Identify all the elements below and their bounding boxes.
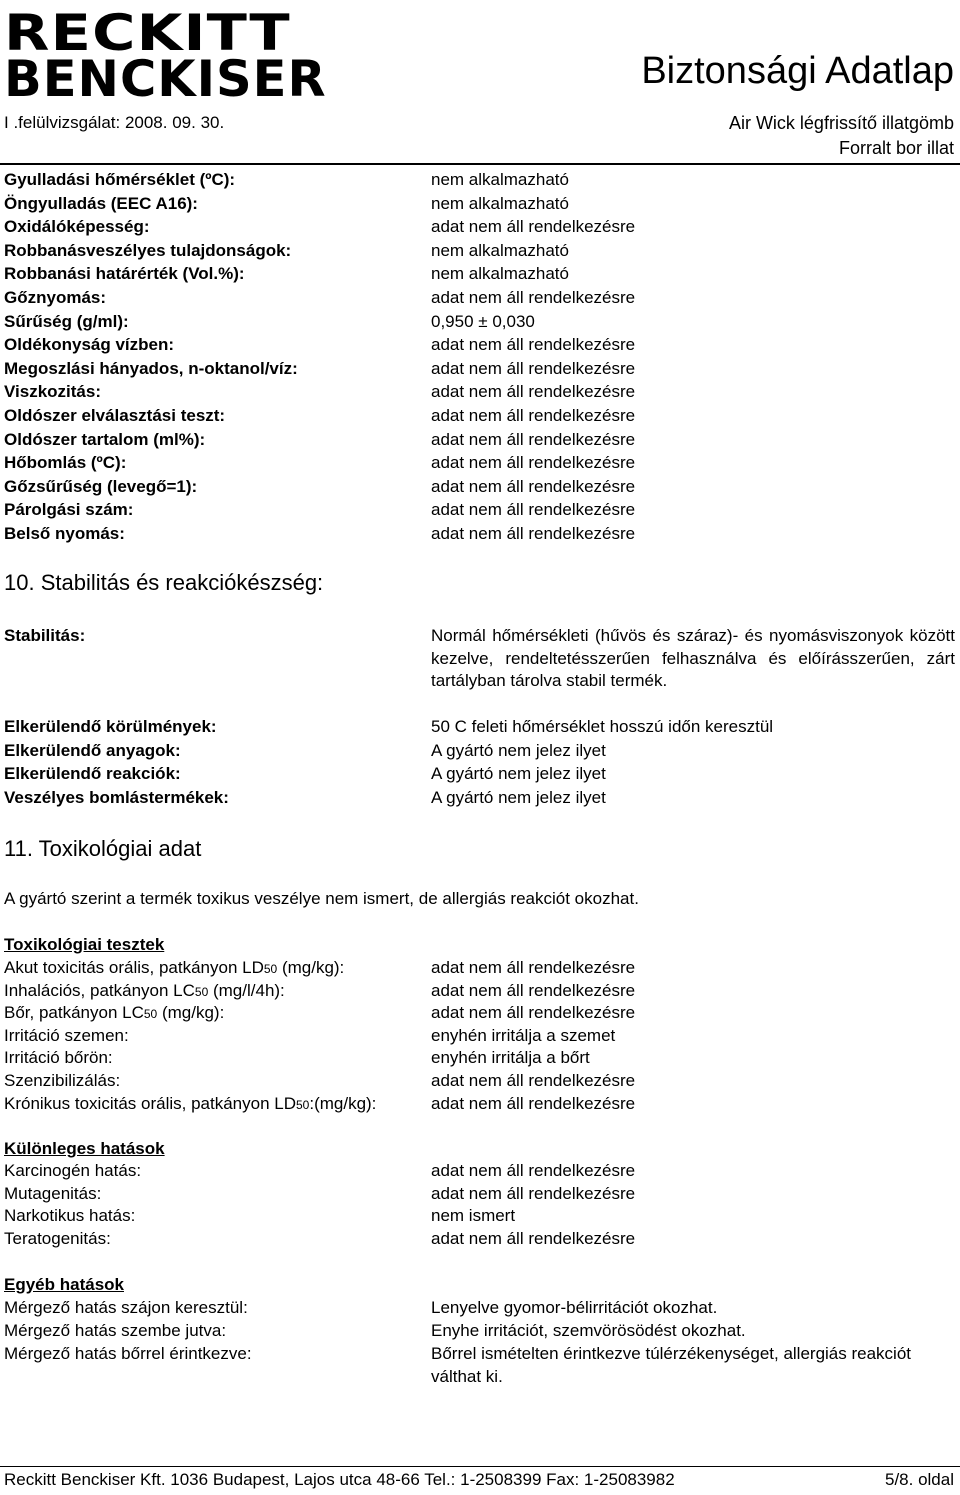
tox-test-row <box>4 981 956 1005</box>
tox-test-label: Bőr, patkányon LC50 (mg/kg): <box>4 1003 225 1022</box>
property-row <box>4 194 956 218</box>
other-effect-value: Lenyelve gyomor-bélirritációt okozhat. <box>431 1298 718 1317</box>
stability-condition-value: 50 C feleti hőmérséklet hosszú időn keresztül <box>431 717 774 736</box>
stability-condition-value: A gyártó nem jelez ilyet <box>431 764 606 784</box>
stability-condition-label: Elkerülendő anyagok: <box>4 740 181 760</box>
stability-condition-label: Elkerülendő körülmények: <box>4 717 217 736</box>
property-row <box>4 359 956 383</box>
tox-test-value: adat nem áll rendelkezésre <box>431 1070 636 1090</box>
property-row <box>4 524 956 548</box>
stability-condition-value: A gyártó nem jelez ilyet <box>431 740 606 760</box>
special-effect-value: adat nem áll rendelkezésre <box>431 1228 636 1248</box>
page-number: 5/8. oldal <box>885 1470 954 1489</box>
special-effect-row <box>4 1206 956 1230</box>
property-value: nem alkalmazható <box>431 240 569 260</box>
property-value: adat nem áll rendelkezésre <box>431 476 636 496</box>
property-label: Megoszlási hányados, n-oktanol/víz: <box>4 358 298 378</box>
property-row <box>4 217 956 241</box>
stability-condition-label: Elkerülendő reakciók: <box>4 764 181 784</box>
property-value: adat nem áll rendelkezésre <box>431 335 636 355</box>
property-value: adat nem áll rendelkezésre <box>431 524 636 543</box>
property-label: Robbanásveszélyes tulajdonságok: <box>4 240 292 260</box>
property-row <box>4 288 956 312</box>
chronic-tox-value: adat nem áll rendelkezésre <box>431 1094 636 1113</box>
product-name: Air Wick légfrissítő illatgömb <box>728 113 954 133</box>
tox-test-label: Akut toxicitás orális, patkányon LD50 (mg/kg): <box>4 958 345 977</box>
company-logo <box>4 4 327 108</box>
tox-test-row <box>4 1026 956 1050</box>
property-row <box>4 382 956 406</box>
property-label: Hőbomlás (ºC): <box>4 453 127 473</box>
property-value: adat nem áll rendelkezésre <box>431 382 636 402</box>
section-11-heading: 11. Toxikológiai adat <box>4 836 202 861</box>
tox-tests-heading: Toxikológiai tesztek <box>4 935 165 954</box>
tox-test-label: Szenzibilizálás: <box>4 1070 121 1090</box>
tox-test-row <box>4 1071 956 1095</box>
stability-label: Stabilitás: <box>4 626 86 645</box>
other-effects-heading: Egyéb hatások <box>4 1275 124 1294</box>
logo-line-2: BENCKISER <box>4 50 327 108</box>
tox-test-value: enyhén irritálja a szemet <box>431 1025 616 1045</box>
tox-test-row <box>4 1003 956 1027</box>
property-row <box>4 312 956 336</box>
property-value: adat nem áll rendelkezésre <box>431 358 636 378</box>
special-effect-row <box>4 1161 956 1185</box>
section-10-heading: 10. Stabilitás és reakciókészség: <box>4 570 324 595</box>
property-value: adat nem áll rendelkezésre <box>431 429 636 449</box>
property-row <box>4 170 956 194</box>
tox-test-label: Irritáció szemen: <box>4 1025 129 1045</box>
special-effect-value: adat nem áll rendelkezésre <box>431 1183 636 1203</box>
special-effect-row <box>4 1229 956 1253</box>
special-effect-label: Karcinogén hatás: <box>4 1161 142 1180</box>
special-effect-value: nem ismert <box>431 1206 516 1225</box>
stability-condition-label: Veszélyes bomlástermékek: <box>4 787 229 807</box>
special-effect-value: adat nem áll rendelkezésre <box>431 1161 636 1180</box>
property-label: Belső nyomás: <box>4 524 125 543</box>
tox-test-value: adat nem áll rendelkezésre <box>431 980 636 1000</box>
property-row <box>4 335 956 359</box>
other-effect-value: Enyhe irritációt, szemvörösödést okozhat. <box>431 1321 746 1340</box>
property-value: nem alkalmazható <box>431 170 569 189</box>
other-effect-label: Mérgező hatás szájon keresztül: <box>4 1298 248 1317</box>
property-label: Oldószer tartalom (ml%): <box>4 429 206 449</box>
property-row <box>4 241 956 265</box>
tox-test-value: adat nem áll rendelkezésre <box>431 1003 636 1022</box>
property-label: Oldószer elválasztási teszt: <box>4 406 226 425</box>
tox-test-label: Irritáció bőrön: <box>4 1048 113 1067</box>
other-effect-row <box>4 1298 956 1322</box>
stability-condition-row <box>4 764 956 788</box>
property-row <box>4 477 956 501</box>
property-value: adat nem áll rendelkezésre <box>431 217 636 237</box>
product-variant: Forralt bor illat <box>838 138 954 158</box>
property-value: 0,950 ± 0,030 <box>431 311 535 331</box>
stability-condition-row <box>4 717 956 741</box>
property-value: adat nem áll rendelkezésre <box>431 288 636 307</box>
special-effect-row <box>4 1184 956 1208</box>
property-label: Öngyulladás (EEC A16): <box>4 193 198 213</box>
special-effect-label: Mutagenitás: <box>4 1183 102 1203</box>
property-label: Sűrűség (g/ml): <box>4 311 129 331</box>
chronic-tox-row <box>4 1094 956 1118</box>
property-label: Párolgási szám: <box>4 500 134 520</box>
logo-line-1: RECKITT <box>4 4 291 62</box>
property-value: adat nem áll rendelkezésre <box>431 500 636 520</box>
property-label: Gyulladási hőmérséklet (ºC): <box>4 170 236 189</box>
property-label: Oxidálóképesség: <box>4 217 150 237</box>
other-effect-row <box>4 1321 956 1345</box>
stability-condition-row <box>4 788 956 812</box>
property-row <box>4 264 956 288</box>
property-label: Gőznyomás: <box>4 288 107 307</box>
property-row <box>4 453 956 477</box>
property-label: Oldékonyság vízben: <box>4 335 175 355</box>
other-effect-label: Mérgező hatás bőrrel érintkezve: <box>4 1344 252 1363</box>
tox-test-value: adat nem áll rendelkezésre <box>431 958 636 977</box>
property-value: nem alkalmazható <box>431 193 569 213</box>
tox-test-label: Inhalációs, patkányon LC50 (mg/l/4h): <box>4 980 285 1000</box>
property-label: Gőzsűrűség (levegő=1): <box>4 476 198 496</box>
special-effect-label: Teratogenitás: <box>4 1228 111 1248</box>
special-effect-label: Narkotikus hatás: <box>4 1206 136 1225</box>
stability-condition-row <box>4 741 956 765</box>
tox-test-row <box>4 958 956 982</box>
footer-divider <box>0 1466 960 1467</box>
property-value: nem alkalmazható <box>431 264 569 284</box>
header-divider <box>0 163 960 165</box>
toxicology-intro: A gyártó szerint a termék toxikus veszélye nem ismert, de allergiás reakciót okozhat. <box>4 889 639 908</box>
revision-date: I .felülvizsgálat: 2008. 09. 30. <box>4 113 225 132</box>
other-effect-label: Mérgező hatás szembe jutva: <box>4 1321 227 1340</box>
footer-company-info: Reckitt Benckiser Kft. 1036 Budapest, Lajos utca 48-66 Tel.: 1-2508399 Fax: 1-25083982 <box>4 1470 675 1489</box>
tox-test-value: enyhén irritálja a bőrt <box>431 1048 590 1067</box>
property-label: Robbanási határérték (Vol.%): <box>4 264 245 284</box>
other-effect-value: Bőrrel ismételten érintkezve túlérzékenységet, allergiás reakciót válthat ki. <box>431 1344 912 1386</box>
property-value: adat nem áll rendelkezésre <box>431 453 636 473</box>
chronic-tox-label: Krónikus toxicitás orális, patkányon LD50:(mg/kg): <box>4 1094 377 1113</box>
property-label: Viszkozitás: <box>4 382 102 402</box>
tox-test-row <box>4 1048 956 1072</box>
property-row <box>4 406 956 430</box>
stability-text: Normál hőmérsékleti (hűvös és száraz)- és nyomásviszonyok között kezelve, rendeltetésszerűen felhasználva és előírásszerűen, zárt tartályban tárolva stabil termék. <box>431 626 955 690</box>
property-row <box>4 430 956 454</box>
special-effects-heading: Különleges hatások <box>4 1139 165 1158</box>
property-row <box>4 500 956 524</box>
stability-condition-value: A gyártó nem jelez ilyet <box>431 787 606 807</box>
other-effect-row <box>4 1344 956 1386</box>
document-title: Biztonsági Adatlap <box>641 50 954 92</box>
property-value: adat nem áll rendelkezésre <box>431 406 636 425</box>
